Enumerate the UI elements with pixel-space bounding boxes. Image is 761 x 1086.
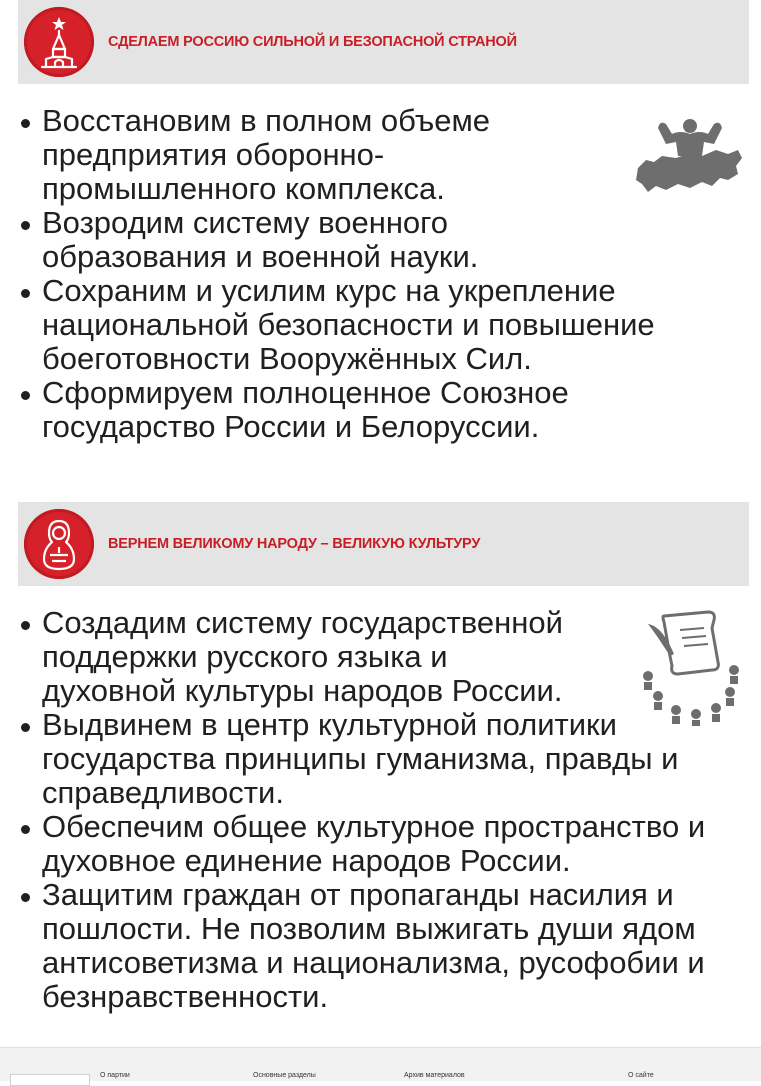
list-item: Выдвинем в центр культурной политики государства принципы гуманизма, правды и справедливости. <box>0 708 761 810</box>
list-item: Восстановим в полном объеме предприятия оборонно-промышленного комплекса. <box>0 104 610 206</box>
list-item: Сохраним и усилим курс на укрепление национальной безопасности и повышение боеготовности Вооружённых Сил. <box>0 274 722 376</box>
section-title: СДЕЛАЕМ РОССИЮ СИЛЬНОЙ И БЕЗОПАСНОЙ СТРАНОЙ <box>108 34 517 50</box>
section-title: ВЕРНЕМ ВЕЛИКОМУ НАРОДУ – ВЕЛИКУЮ КУЛЬТУРУ <box>108 536 481 552</box>
strongman-russia-map-icon <box>632 110 744 202</box>
footer-link-about-party[interactable]: О партии <box>100 1072 130 1079</box>
list-item: Сформируем полноценное Союзное государство России и Белоруссии. <box>0 376 610 444</box>
list-item: Защитим граждан от пропаганды насилия и пошлости. Не позволим выжигать души ядом антисоветизма и национализма, русофобии и безнравственности. <box>0 878 761 1014</box>
footer-link-archive[interactable]: Архив материалов <box>404 1072 465 1079</box>
footer-link-main-sections[interactable]: Основные разделы <box>253 1072 316 1079</box>
site-footer <box>0 1047 761 1081</box>
list-item: Создадим систему государственной поддержки русского языка и духовной культуры народов России. <box>0 606 590 708</box>
kremlin-tower-icon <box>24 7 94 77</box>
section-banner-strength <box>18 0 749 84</box>
list-item: Возродим систему военного образования и военной науки. <box>0 206 610 274</box>
section-banner-culture <box>18 502 749 586</box>
scroll-quill-people-icon <box>634 606 746 726</box>
footer-logo[interactable] <box>10 1074 90 1086</box>
strength-goals-list <box>0 103 655 444</box>
footer-link-about-site[interactable]: О сайте <box>628 1072 654 1079</box>
list-item: Обеспечим общее культурное пространство и духовное единение народов России. <box>0 810 761 878</box>
matryoshka-icon <box>24 509 94 579</box>
culture-goals-list <box>0 605 706 1014</box>
